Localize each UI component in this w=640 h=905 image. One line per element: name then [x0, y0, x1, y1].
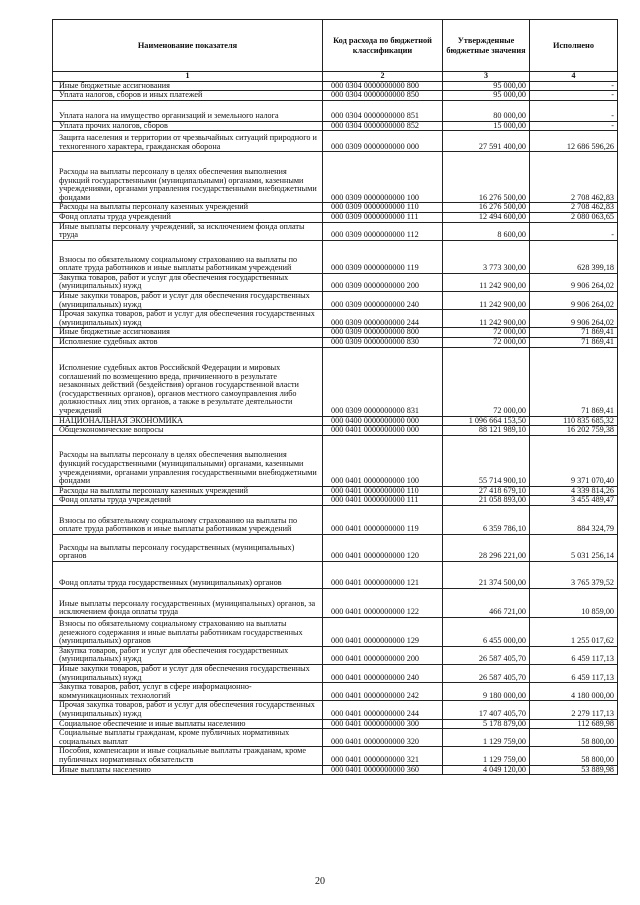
- table-row: [53, 683, 618, 701]
- executed-value-cell: -: [530, 222, 618, 240]
- table-row: [53, 222, 618, 240]
- expense-code-cell: 000 0401 0000000000 244: [323, 701, 443, 719]
- table-row: [53, 534, 618, 561]
- table-row: [53, 486, 618, 496]
- table-row: [53, 91, 618, 101]
- indicator-name-cell: Расходы на выплаты персоналу в целях обеспечения выполнения функций государственными (муниципальными) органами, казенными учреждениями, органами управления государственными внебюджетными фондами: [53, 435, 323, 486]
- indicator-name-cell: Прочая закупка товаров, работ и услуг для обеспечения государственных (муниципальных) нужд: [53, 310, 323, 328]
- table-row: [53, 588, 618, 617]
- indicator-name-cell: Социальное обеспечение и иные выплаты населению: [53, 719, 323, 729]
- executed-value-cell: -: [530, 81, 618, 91]
- budget-table: [52, 19, 618, 775]
- approved-value-cell: 17 407 405,70: [443, 701, 530, 719]
- indicator-name-cell: Расходы на выплаты персоналу в целях обеспечения выполнения функций государственными (муниципальными) органами, казенными учреждениями, органами управления государственными внебюджетными фондами: [53, 152, 323, 203]
- approved-value-cell: 72 000,00: [443, 337, 530, 347]
- table-row: [53, 81, 618, 91]
- table-row: [53, 665, 618, 683]
- expense-code-cell: 000 0401 0000000000 120: [323, 534, 443, 561]
- indicator-name-cell: Пособия, компенсации и иные социальные выплаты гражданам, кроме публичных нормативных обязательств: [53, 747, 323, 765]
- executed-value-cell: 71 869,41: [530, 347, 618, 416]
- table-row: [53, 203, 618, 213]
- indicator-name-cell: Фонд оплаты труда государственных (муниципальных) органов: [53, 561, 323, 588]
- executed-value-cell: 71 869,41: [530, 328, 618, 338]
- expense-code-cell: 000 0401 0000000000 321: [323, 747, 443, 765]
- expense-code-cell: 000 0401 0000000000 320: [323, 729, 443, 747]
- indicator-name-cell: Социальные выплаты гражданам, кроме публичных нормативных социальных выплат: [53, 729, 323, 747]
- executed-value-cell: 112 689,98: [530, 719, 618, 729]
- approved-value-cell: 28 296 221,00: [443, 534, 530, 561]
- approved-value-cell: 1 129 759,00: [443, 729, 530, 747]
- indicator-name-cell: Взносы по обязательному социальному страхованию на выплаты по оплате труда работников и иные выплаты работникам учреждений: [53, 240, 323, 273]
- expense-code-cell: 000 0401 0000000000 110: [323, 486, 443, 496]
- table-row: [53, 505, 618, 534]
- executed-value-cell: 58 800,00: [530, 729, 618, 747]
- expense-code-cell: 000 0304 0000000000 852: [323, 121, 443, 131]
- header-expense-code: Код расхода по бюджетной классификации: [323, 20, 443, 72]
- executed-value-cell: -: [530, 100, 618, 121]
- executed-value-cell: 53 889,98: [530, 765, 618, 775]
- expense-code-cell: 000 0309 0000000000 200: [323, 273, 443, 291]
- column-number-4: 4: [530, 72, 618, 82]
- executed-value-cell: 3 765 379,52: [530, 561, 618, 588]
- expense-code-cell: 000 0309 0000000000 110: [323, 203, 443, 213]
- indicator-name-cell: Фонд оплаты труда учреждений: [53, 212, 323, 222]
- executed-value-cell: 9 906 264,02: [530, 291, 618, 309]
- table-header-row: [53, 20, 618, 72]
- executed-value-cell: 9 906 264,02: [530, 273, 618, 291]
- approved-value-cell: 16 276 500,00: [443, 152, 530, 203]
- approved-value-cell: 72 000,00: [443, 328, 530, 338]
- approved-value-cell: 72 000,00: [443, 347, 530, 416]
- indicator-name-cell: Взносы по обязательному социальному страхованию на выплаты по оплате труда работников и иные выплаты работникам учреждений: [53, 505, 323, 534]
- indicator-name-cell: Исполнение судебных актов Российской Федерации и мировых соглашений по возмещению вреда, причиненного в результате незаконных действий (бездействия) органов государственной власти (государственных органов), органов местного самоуправления либо должностных лиц этих органов, а также в результате деятельности учреждений: [53, 347, 323, 416]
- expense-code-cell: 000 0304 0000000000 800: [323, 81, 443, 91]
- table-row: [53, 765, 618, 775]
- table-row: [53, 347, 618, 416]
- indicator-name-cell: Уплата налога на имущество организаций и земельного налога: [53, 100, 323, 121]
- expense-code-cell: 000 0401 0000000000 240: [323, 665, 443, 683]
- executed-value-cell: 628 399,18: [530, 240, 618, 273]
- executed-value-cell: 6 459 117,13: [530, 646, 618, 664]
- executed-value-cell: 9 371 070,40: [530, 435, 618, 486]
- table-row: [53, 747, 618, 765]
- approved-value-cell: 1 129 759,00: [443, 747, 530, 765]
- expense-code-cell: 000 0401 0000000000 119: [323, 505, 443, 534]
- expense-code-cell: 000 0401 0000000000 242: [323, 683, 443, 701]
- indicator-name-cell: НАЦИОНАЛЬНАЯ ЭКОНОМИКА: [53, 416, 323, 426]
- executed-value-cell: 4 339 814,26: [530, 486, 618, 496]
- table-row: [53, 310, 618, 328]
- executed-value-cell: 10 859,00: [530, 588, 618, 617]
- expense-code-cell: 000 0400 0000000000 000: [323, 416, 443, 426]
- indicator-name-cell: Иные закупки товаров, работ и услуг для обеспечения государственных (муниципальных) нужд: [53, 291, 323, 309]
- indicator-name-cell: Иные выплаты персоналу учреждений, за исключением фонда оплаты труда: [53, 222, 323, 240]
- approved-value-cell: 3 773 300,00: [443, 240, 530, 273]
- approved-value-cell: 21 374 500,00: [443, 561, 530, 588]
- approved-value-cell: 16 276 500,00: [443, 203, 530, 213]
- approved-value-cell: 55 714 900,10: [443, 435, 530, 486]
- indicator-name-cell: Общеэкономические вопросы: [53, 426, 323, 436]
- table-row: [53, 121, 618, 131]
- executed-value-cell: 2 708 462,83: [530, 203, 618, 213]
- indicator-name-cell: Расходы на выплаты персоналу казенных учреждений: [53, 486, 323, 496]
- approved-value-cell: 4 049 120,00: [443, 765, 530, 775]
- executed-value-cell: 1 255 017,62: [530, 617, 618, 646]
- budget-execution-table-sheet: [52, 19, 617, 775]
- indicator-name-cell: Фонд оплаты труда учреждений: [53, 496, 323, 506]
- approved-value-cell: 80 000,00: [443, 100, 530, 121]
- expense-code-cell: 000 0309 0000000000 240: [323, 291, 443, 309]
- approved-value-cell: 12 494 600,00: [443, 212, 530, 222]
- approved-value-cell: 95 000,00: [443, 91, 530, 101]
- executed-value-cell: 71 869,41: [530, 337, 618, 347]
- approved-value-cell: 6 455 000,00: [443, 617, 530, 646]
- table-row: [53, 212, 618, 222]
- executed-value-cell: 110 835 685,32: [530, 416, 618, 426]
- approved-value-cell: 11 242 900,00: [443, 310, 530, 328]
- indicator-name-cell: Защита населения и территории от чрезвычайных ситуаций природного и техногенного характера, гражданская оборона: [53, 131, 323, 152]
- executed-value-cell: 16 202 759,38: [530, 426, 618, 436]
- expense-code-cell: 000 0401 0000000000 121: [323, 561, 443, 588]
- table-row: [53, 328, 618, 338]
- table-row: [53, 131, 618, 152]
- indicator-name-cell: Уплата прочих налогов, сборов: [53, 121, 323, 131]
- executed-value-cell: 4 180 000,00: [530, 683, 618, 701]
- indicator-name-cell: Расходы на выплаты персоналу государственных (муниципальных) органов: [53, 534, 323, 561]
- expense-code-cell: 000 0309 0000000000 800: [323, 328, 443, 338]
- table-row: [53, 719, 618, 729]
- table-row: [53, 337, 618, 347]
- indicator-name-cell: Иные выплаты населению: [53, 765, 323, 775]
- indicator-name-cell: Закупка товаров, работ и услуг для обеспечения государственных (муниципальных) нужд: [53, 646, 323, 664]
- table-row: [53, 617, 618, 646]
- approved-value-cell: 15 000,00: [443, 121, 530, 131]
- approved-value-cell: 6 359 786,10: [443, 505, 530, 534]
- column-number-2: 2: [323, 72, 443, 82]
- expense-code-cell: 000 0401 0000000000 129: [323, 617, 443, 646]
- approved-value-cell: 5 178 879,00: [443, 719, 530, 729]
- approved-value-cell: 11 242 900,00: [443, 273, 530, 291]
- expense-code-cell: 000 0309 0000000000 830: [323, 337, 443, 347]
- expense-code-cell: 000 0304 0000000000 850: [323, 91, 443, 101]
- approved-value-cell: 88 121 989,10: [443, 426, 530, 436]
- executed-value-cell: 2 279 117,13: [530, 701, 618, 719]
- table-row: [53, 273, 618, 291]
- expense-code-cell: 000 0401 0000000000 200: [323, 646, 443, 664]
- indicator-name-cell: Исполнение судебных актов: [53, 337, 323, 347]
- header-executed: Исполнено: [530, 20, 618, 72]
- executed-value-cell: 58 800,00: [530, 747, 618, 765]
- expense-code-cell: 000 0309 0000000000 831: [323, 347, 443, 416]
- expense-code-cell: 000 0401 0000000000 000: [323, 426, 443, 436]
- executed-value-cell: -: [530, 121, 618, 131]
- table-row: [53, 435, 618, 486]
- expense-code-cell: 000 0401 0000000000 300: [323, 719, 443, 729]
- expense-code-cell: 000 0309 0000000000 119: [323, 240, 443, 273]
- expense-code-cell: 000 0304 0000000000 851: [323, 100, 443, 121]
- column-number-1: 1: [53, 72, 323, 82]
- approved-value-cell: 1 096 664 153,50: [443, 416, 530, 426]
- approved-value-cell: 27 591 400,00: [443, 131, 530, 152]
- approved-value-cell: 9 180 000,00: [443, 683, 530, 701]
- approved-value-cell: 26 587 405,70: [443, 665, 530, 683]
- executed-value-cell: 3 455 489,47: [530, 496, 618, 506]
- indicator-name-cell: Закупка товаров, работ, услуг в сфере информационно-коммуникационных технологий: [53, 683, 323, 701]
- indicator-name-cell: Иные выплаты персоналу государственных (муниципальных) органов, за исключением фонда оплаты труда: [53, 588, 323, 617]
- expense-code-cell: 000 0309 0000000000 244: [323, 310, 443, 328]
- executed-value-cell: 6 459 117,13: [530, 665, 618, 683]
- table-row: [53, 291, 618, 309]
- column-number-row: [53, 72, 618, 82]
- table-row: [53, 729, 618, 747]
- executed-value-cell: 2 708 462,83: [530, 152, 618, 203]
- expense-code-cell: 000 0309 0000000000 111: [323, 212, 443, 222]
- header-approved-values: Утвержденные бюджетные значения: [443, 20, 530, 72]
- table-row: [53, 416, 618, 426]
- expense-code-cell: 000 0309 0000000000 000: [323, 131, 443, 152]
- expense-code-cell: 000 0401 0000000000 111: [323, 496, 443, 506]
- table-row: [53, 646, 618, 664]
- approved-value-cell: 27 418 679,10: [443, 486, 530, 496]
- expense-code-cell: 000 0401 0000000000 100: [323, 435, 443, 486]
- table-row: [53, 701, 618, 719]
- expense-code-cell: 000 0309 0000000000 112: [323, 222, 443, 240]
- indicator-name-cell: Закупка товаров, работ и услуг для обеспечения государственных (муниципальных) нужд: [53, 273, 323, 291]
- approved-value-cell: 11 242 900,00: [443, 291, 530, 309]
- expense-code-cell: 000 0401 0000000000 360: [323, 765, 443, 775]
- indicator-name-cell: Иные бюджетные ассигнования: [53, 328, 323, 338]
- table-row: [53, 561, 618, 588]
- column-number-3: 3: [443, 72, 530, 82]
- indicator-name-cell: Иные закупки товаров, работ и услуг для обеспечения государственных (муниципальных) нужд: [53, 665, 323, 683]
- indicator-name-cell: Расходы на выплаты персоналу казенных учреждений: [53, 203, 323, 213]
- executed-value-cell: -: [530, 91, 618, 101]
- executed-value-cell: 12 686 596,26: [530, 131, 618, 152]
- table-row: [53, 496, 618, 506]
- header-indicator-name: Наименование показателя: [53, 20, 323, 72]
- indicator-name-cell: Взносы по обязательному социальному страхованию на выплаты денежного содержания и иные выплаты работникам государственных (муниципальных) органов: [53, 617, 323, 646]
- executed-value-cell: 5 031 256,14: [530, 534, 618, 561]
- table-row: [53, 100, 618, 121]
- table-row: [53, 426, 618, 436]
- approved-value-cell: 26 587 405,70: [443, 646, 530, 664]
- expense-code-cell: 000 0401 0000000000 122: [323, 588, 443, 617]
- executed-value-cell: 2 080 063,65: [530, 212, 618, 222]
- expense-code-cell: 000 0309 0000000000 100: [323, 152, 443, 203]
- approved-value-cell: 21 058 893,00: [443, 496, 530, 506]
- indicator-name-cell: Иные бюджетные ассигнования: [53, 81, 323, 91]
- table-row: [53, 240, 618, 273]
- approved-value-cell: 95 000,00: [443, 81, 530, 91]
- table-row: [53, 152, 618, 203]
- indicator-name-cell: Прочая закупка товаров, работ и услуг для обеспечения государственных (муниципальных) нужд: [53, 701, 323, 719]
- page-number: 20: [315, 876, 325, 887]
- approved-value-cell: 8 600,00: [443, 222, 530, 240]
- executed-value-cell: 9 906 264,02: [530, 310, 618, 328]
- approved-value-cell: 466 721,00: [443, 588, 530, 617]
- indicator-name-cell: Уплата налогов, сборов и иных платежей: [53, 91, 323, 101]
- executed-value-cell: 884 324,79: [530, 505, 618, 534]
